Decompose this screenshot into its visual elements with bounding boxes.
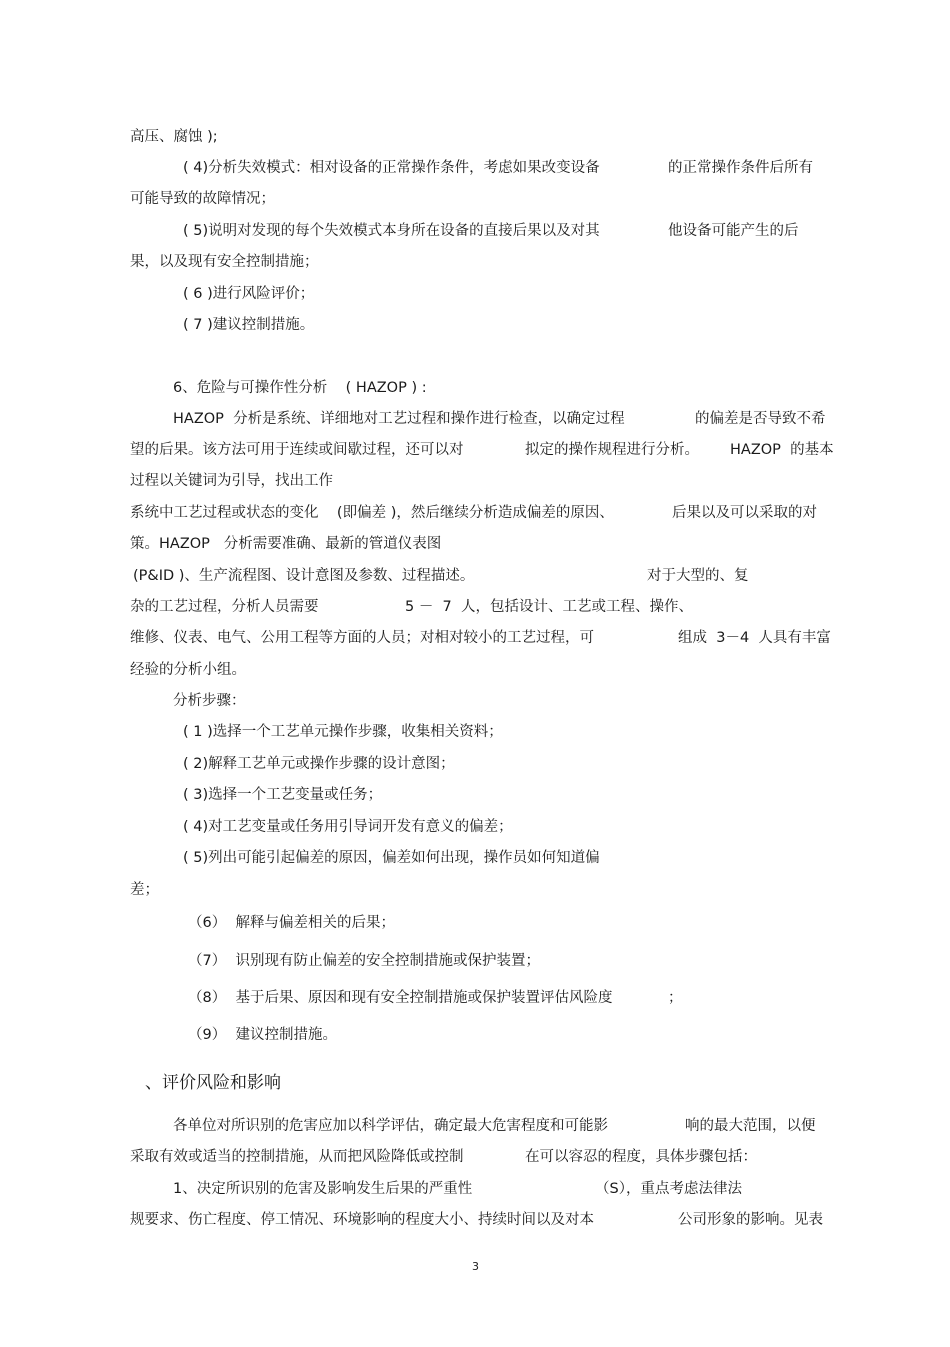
text-line: 各单位对所识别的危害应加以科学评估，确定最大危害程度和可能影 xyxy=(173,1118,608,1134)
section-heading: 、评价风险和影响 xyxy=(145,1073,281,1093)
text-line: 采取有效或适当的控制措施，从而把风险降低或控制 xyxy=(130,1149,464,1165)
text-line: （S），重点考虑法律法 xyxy=(595,1181,742,1197)
list-item: （7） 识别现有防止偏差的安全控制措施或保护装置； xyxy=(188,953,540,969)
text-line: 经验的分析小组。 xyxy=(130,662,246,678)
text-line: 系统中工艺过程或状态的变化 (即偏差 )，然后继续分析造成偏差的原因、 xyxy=(130,505,614,521)
text-line: 高压、腐蚀 ); xyxy=(130,129,218,145)
text-line: 杂的工艺过程，分析人员需要 xyxy=(130,599,319,615)
text-line: 公司形象的影响。见表 xyxy=(678,1212,823,1228)
text-line: 后果以及可以采取的对 xyxy=(672,505,817,521)
text-line: 规要求、伤亡程度、停工情况、环境影响的程度大小、持续时间以及对本 xyxy=(130,1212,594,1228)
text-line: 的偏差是否导致不希 xyxy=(695,411,826,427)
text-line: 维修、仪表、电气、公用工程等方面的人员；对相对较小的工艺过程，可 xyxy=(130,630,594,646)
text-line: 分析步骤： xyxy=(173,693,246,709)
text-line: (P&ID )、生产流程图、设计意图及参数、过程描述。 xyxy=(133,568,475,584)
text-line: 响的最大范围，以便 xyxy=(685,1118,816,1134)
text-line: 对于大型的、复 xyxy=(647,568,749,584)
text-line: HAZOP 分析是系统、详细地对工艺过程和操作进行检查，以确定过程 xyxy=(173,411,625,427)
list-item: ( 5)列出可能引起偏差的原因，偏差如何出现，操作员如何知道偏 xyxy=(183,850,600,866)
text-line: HAZOP 的基本 xyxy=(730,442,834,458)
list-item: ( 2)解释工艺单元或操作步骤的设计意图； xyxy=(183,756,455,772)
section-heading: 6、危险与可操作性分析 ( HAZOP ) : xyxy=(173,380,427,396)
text-line: ( 5)说明对发现的每个失效模式本身所在设备的直接后果以及对其 xyxy=(183,223,600,239)
text-line: ； xyxy=(668,990,683,1006)
text-line: 可能导致的故障情况； xyxy=(130,191,275,207)
list-item: ( 4)对工艺变量或任务用引导词开发有意义的偏差； xyxy=(183,819,513,835)
text-line: ( 4)分析失效模式：相对设备的正常操作条件，考虑如果改变设备 xyxy=(183,160,600,176)
text-line: 在可以容忍的程度，具体步骤包括： xyxy=(525,1149,757,1165)
text-line: 望的后果。该方法可用于连续或间歇过程，还可以对 xyxy=(130,442,464,458)
text-line: 5 － 7 人，包括设计、工艺或工程、操作、 xyxy=(405,599,693,615)
text-line: 的正常操作条件后所有 xyxy=(668,160,813,176)
text-line: ( 6 )进行风险评价； xyxy=(183,286,315,302)
text-line: 组成 3－4 人具有丰富 xyxy=(678,630,831,646)
text-line: ( 7 )建议控制措施。 xyxy=(183,317,315,333)
text-line: 他设备可能产生的后 xyxy=(668,223,799,239)
list-item: （6） 解释与偏差相关的后果； xyxy=(188,915,395,931)
list-item: ( 3)选择一个工艺变量或任务； xyxy=(183,787,383,803)
text-line: 过程以关键词为引导，找出工作 xyxy=(130,473,333,489)
text-line: 拟定的操作规程进行分析。 xyxy=(525,442,699,458)
list-item: （8） 基于后果、原因和现有安全控制措施或保护装置评估风险度 xyxy=(188,990,613,1006)
text-line: 策。HAZOP 分析需要准确、最新的管道仪表图 xyxy=(130,536,442,552)
text-line: 果，以及现有安全控制措施； xyxy=(130,254,319,270)
list-item: ( 1 )选择一个工艺单元操作步骤，收集相关资料； xyxy=(183,724,503,740)
list-item: （9） 建议控制措施。 xyxy=(188,1027,337,1043)
text-line: 1、决定所识别的危害及影响发生后果的严重性 xyxy=(173,1181,473,1197)
page-number: 3 xyxy=(472,1260,479,1273)
text-line: 差； xyxy=(130,882,159,898)
